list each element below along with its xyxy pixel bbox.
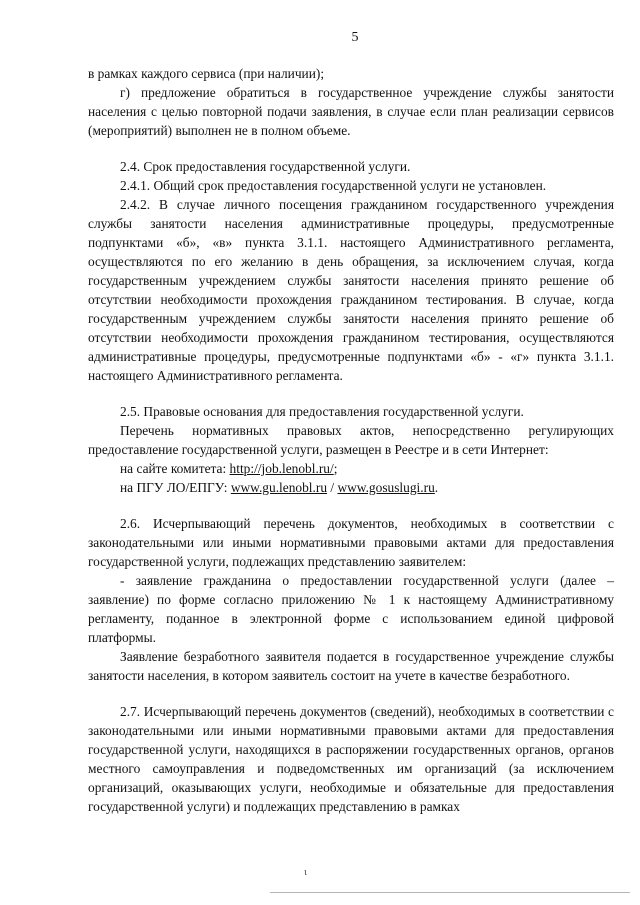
committee-site-suffix: ; [333, 461, 338, 476]
paragraph-legal-acts: Перечень нормативных правовых актов, непосредственно регулирующих предоставление государственной услуги, размещен в Реестре и в сети Интернет: [88, 423, 614, 457]
page-number: 5 [351, 30, 359, 45]
paragraph-unemployed-application: Заявление безработного заявителя подается в государственное учреждение службы занятости населения, в котором заявитель состоит на учете в качестве безработного. [88, 649, 614, 683]
paragraph-services: в рамках каждого сервиса (при наличии); [88, 66, 325, 81]
portal-separator: / [327, 480, 338, 495]
paragraph-application: - заявление гражданина о предоставлении государственной услуги (далее – заявление) по форме согласно приложению № 1 к настоящему Административному регламенту, поданное в электронной форме с использованием единой цифровой платформы. [88, 573, 614, 645]
section-2-4-heading: 2.4. Срок предоставления государственной услуги. [120, 159, 411, 174]
portal-label: на ПГУ ЛО/ЕПГУ: [120, 480, 231, 495]
committee-site-label: на сайте комитета: [120, 461, 230, 476]
paragraph-2-4-1: 2.4.1. Общий срок предоставления государственной услуги не установлен. [120, 178, 547, 193]
portal-suffix: . [434, 480, 439, 495]
footer-mark: ι [304, 866, 307, 878]
committee-site-link[interactable]: http://job.lenobl.ru/ [229, 461, 334, 476]
paragraph-committee-site [88, 459, 614, 478]
scan-edge-line [270, 892, 630, 893]
portal-link-gosuslugi[interactable]: www.gosuslugi.ru [337, 480, 435, 495]
paragraph-portal-sites [88, 478, 614, 497]
section-2-7-heading: 2.7. Исчерпывающий перечень документов (сведений), необходимых в соответствии с законодательными или иными нормативными правовыми актами для предоставления государственной услуги, находящихся в распоряжении государственных органов, органов местного самоуправления и подведомственных им организаций (за исключением организаций, оказывающих услуги, необходимые и обязательные для предоставления государственной услуги) и подлежащих представлению в рамках [88, 704, 614, 814]
portal-link-gu[interactable]: www.gu.lenobl.ru [230, 480, 328, 495]
paragraph-item-g: г) предложение обратиться в государственное учреждение службы занятости населения с целью повторной подачи заявления, в случае если план реализации сервисов (мероприятий) выполнен не в полном объеме. [88, 85, 614, 138]
section-2-5-heading: 2.5. Правовые основания для предоставления государственной услуги. [120, 404, 524, 419]
paragraph-2-4-2: 2.4.2. В случае личного посещения гражданином государственного учреждения службы занятости населения административные процедуры, предусмотренные подпунктами «б», «в» пункта 3.1.1. настоящего Административного регламента, осуществляются по его желанию в день обращения, за исключением случая, когда государственным учреждением службы занятости населения принято решение об отсутствии необходимости прохождения гражданином тестирования. В случае, когда государственным учреждением службы занятости населения принято решение об отсутствии необходимости прохождения гражданином тестирования, осуществляются административные процедуры, предусмотренные подпунктами «б» - «г» пункта 3.1.1. настоящего Административного регламента. [88, 197, 614, 383]
section-2-6-heading: 2.6. Исчерпывающий перечень документов, необходимых в соответствии с законодательными или иными нормативными правовыми актами для предоставления государственной услуги, подлежащих представлению заявителем: [88, 516, 614, 569]
